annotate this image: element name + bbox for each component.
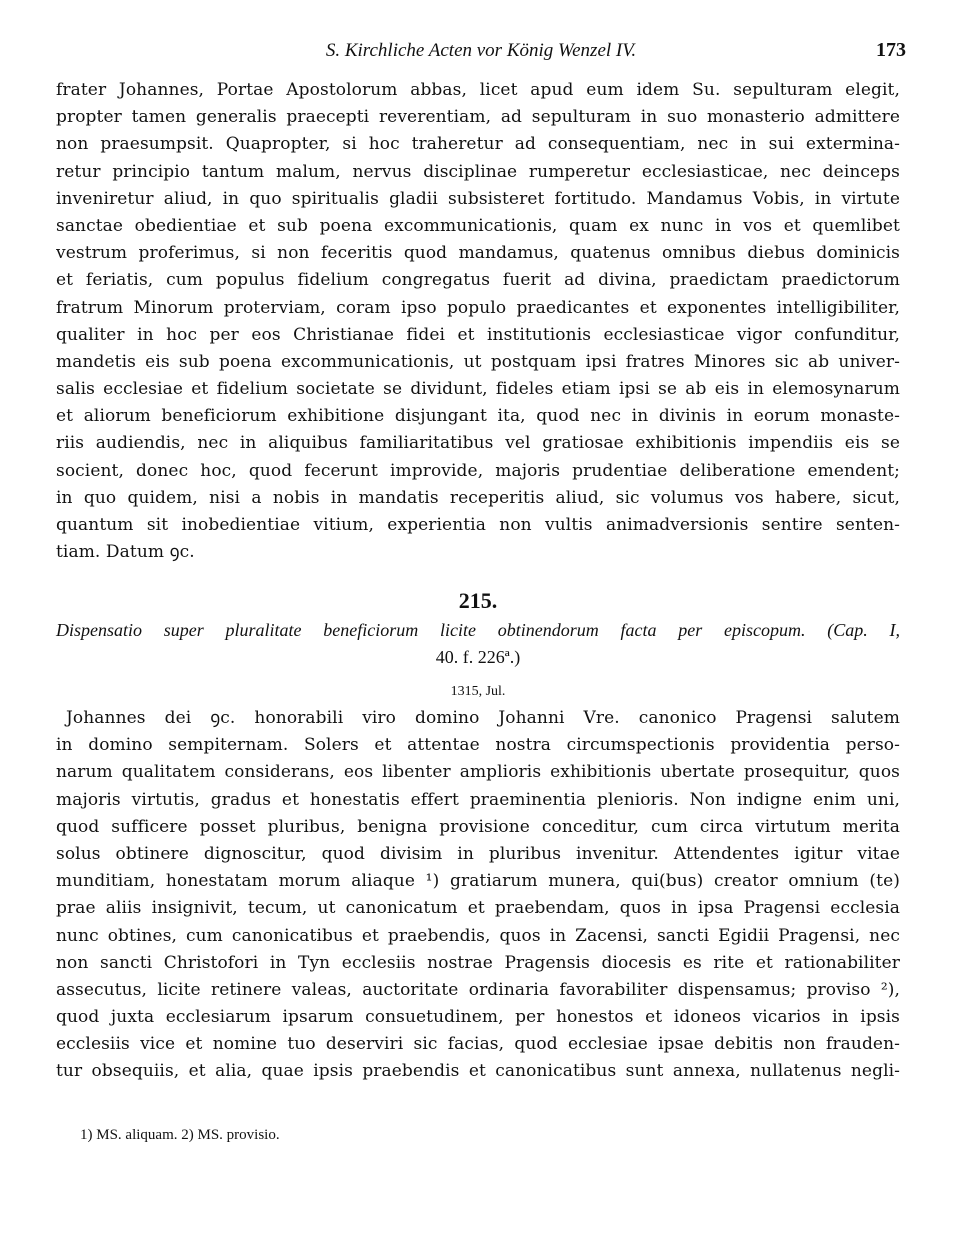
text-line: in quo quidem, nisi a nobis in mandatis receperitis aliud, sic volumus vos habere, sicut,: [56, 487, 900, 508]
document-heading-continued: 40. f. 226ª.): [435, 647, 521, 667]
text-line: in domino sempiternam. Solers et attentae nostra circumspectionis providentia perso-: [56, 735, 900, 756]
text-line: frater Johannes, Portae Apostolorum abbas, licet apud eum idem Su. sepulturam elegit,: [56, 80, 900, 100]
text-line: quod juxta ecclesiarum ipsarum consuetudinem, per honestos et idoneos vicarios in ipsis: [56, 1007, 900, 1028]
text-line: et feriatis, cum populus fidelium congregatus fuerit ad divina, praedictam praedictorum: [56, 270, 900, 291]
text-line: propter tamen generalis praecepti reverentiam, ad sepulturam in suo monasterio admittere: [56, 107, 900, 128]
page-number: 173: [876, 39, 906, 61]
text-line: narum qualitatem considerans, eos libenter amplioris exhibitionis ubertate prosequitur, quos: [56, 762, 900, 783]
document-heading: Dispensatio super pluralitate beneficiorum licite obtinendorum facta per episcopum. (Cap. I,: [56, 620, 900, 640]
text-line: riis audiendis, nec in aliquibus familiaritatibus vel gratiosae exhibitionis impendiis eis se: [56, 433, 900, 454]
document-date: 1315, Jul.: [450, 684, 506, 699]
text-line: Johannes dei ꝯc. honorabili viro domino Johanni Vre. canonico Pragensi salutem: [66, 708, 900, 728]
text-line: munditiam, honestatam morum aliaque ¹) gratiarum munera, qui(bus) creator omnium (te): [56, 871, 900, 892]
text-line: vestrum proferimus, si non feceritis quod mandamus, quatenus omnibus diebus dominicis: [56, 243, 900, 264]
text-line: tiam. Datum ꝯc.: [56, 542, 195, 563]
text-line: assecutus, licite retinere valeas, auctoritate ordinaria favorabiliter dispensamus; proviso ²),: [56, 979, 900, 1000]
text-line: ecclesiis vice et nomine tuo deserviri sic facias, quod ecclesiae ipsae debitis non frauden-: [56, 1034, 900, 1055]
text-line: fratrum Minorum proterviam, coram ipso populo praedicantes et exponentes intelligibiliter,: [56, 297, 900, 318]
text-line: quod sufficere posset pluribus, benigna provisione conceditur, cum circa virtutum merita: [56, 816, 900, 837]
text-line: qualiter in hoc per eos Christianae fidei et institutionis ecclesiasticae vigor confunditur,: [56, 324, 900, 345]
document-body: [56, 705, 900, 1086]
text-line: tur obsequiis, et alia, quae ipsis praebendis et canonicatibus sunt annexa, nullatenus negli-: [56, 1061, 900, 1082]
text-line: salis ecclesiae et fidelium societate se dividunt, fideles etiam ipsi se ab eis in elemosynarum: [56, 379, 900, 400]
text-line: non praesumpsit. Quapropter, si hoc traheretur ad consequentiam, nec in sui extermina-: [56, 134, 900, 155]
text-line: non sancti Christofori in Tyn ecclesiis nostrae Pragensis diocesis es rite et rationabiliter: [56, 952, 900, 973]
text-line: solus obtinere dignoscitur, quod divisim in pluribus invenitur. Attendentes igitur vitae: [56, 843, 900, 864]
text-line: inveniretur aliud, in quo spiritualis gladii subsisteret fortitudo. Mandamus Vobis, in virtute: [56, 188, 900, 209]
text-line: nunc obtines, cum canonicatibus et praebendis, quos in Zacensi, sancti Egidii Pragensi, nec: [56, 925, 900, 946]
text-line: et aliorum beneficiorum exhibitione disjungant ita, quod nec in divinis in eorum monaste-: [56, 406, 900, 427]
document-number: 215.: [458, 588, 498, 613]
text-line: socient, donec hoc, quod fecerunt improvide, majoris prudentiae deliberatione emendent;: [56, 460, 900, 481]
text-line: sanctae obedientiae et sub poena excommunicationis, quam ex nunc in vos et quemlibet: [56, 215, 900, 236]
text-line: prae aliis insignivit, tecum, ut canonicatum et praebendam, quos in ipsa Pragensi ecclesia: [56, 898, 900, 919]
text-line: quantum sit inobedientiae vitium, experientia non vultis animadversionis sentire senten-: [56, 515, 900, 535]
text-line: majoris virtutis, gradus et honestatis effert praeminentia plenioris. Non indigne enim uni,: [56, 789, 900, 810]
running-title: S. Kirchliche Acten vor König Wenzel IV.: [325, 40, 637, 61]
running-head: [56, 40, 906, 68]
continued-paragraph: [56, 77, 900, 566]
footnotes: 1) MS. aliquam. 2) MS. provisio.: [80, 1127, 280, 1143]
text-line: mandetis eis sub poena excommunicationis, ut postquam ipsi fratres Minores sic ab univer-: [56, 351, 900, 372]
text-line: retur principio tantum malum, nervus disciplinae rumperetur ecclesiasticae, nec deinceps: [56, 161, 900, 182]
